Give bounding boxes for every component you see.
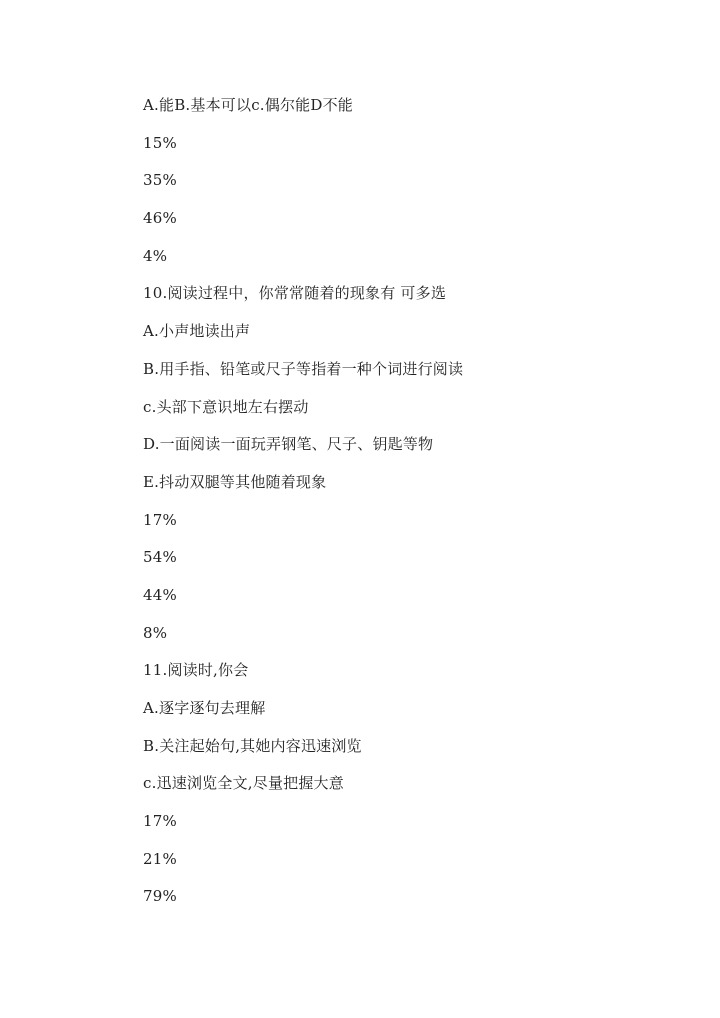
percentage-line: 17% — [143, 812, 177, 831]
question-line: 10.阅读过程中，你常常随着的现象有 可多选 — [143, 284, 447, 303]
percentage-line: 79% — [143, 887, 177, 906]
percentage-line: 4% — [143, 246, 168, 265]
percentage-line: 8% — [143, 623, 168, 642]
percentage-line: 21% — [143, 849, 177, 868]
answer-option-line: c.迅速浏览全文,尽量把握大意 — [143, 774, 344, 793]
answer-option-line: A.逐字逐句去理解 — [143, 699, 266, 717]
answer-option-line: A.小声地读出声 — [143, 322, 251, 341]
percentage-line: 46% — [143, 209, 177, 228]
percentage-line: 17% — [143, 510, 177, 529]
question-line: 11.阅读时,你会 — [143, 661, 249, 680]
percentage-line: 35% — [143, 171, 177, 190]
answer-option-line: B.关注起始句,其她内容迅速浏览 — [143, 736, 362, 755]
percentage-line: 44% — [143, 585, 177, 604]
answer-option-line: c.头部下意识地左右摆动 — [143, 397, 309, 416]
percentage-line: 15% — [143, 133, 177, 152]
percentage-line: 54% — [143, 548, 177, 567]
answer-option-line: B.用手指、铅笔或尺子等指着一种个词进行阅读 — [143, 359, 464, 378]
answer-option-line: E.抖动双腿等其他随着现象 — [143, 472, 327, 491]
answer-option-line: D.一面阅读一面玩弄钢笔、尺子、钥匙等物 — [143, 435, 434, 454]
document-body — [143, 92, 463, 921]
answer-options-line: A.能B.基本可以c.偶尔能D不能 — [143, 96, 353, 114]
